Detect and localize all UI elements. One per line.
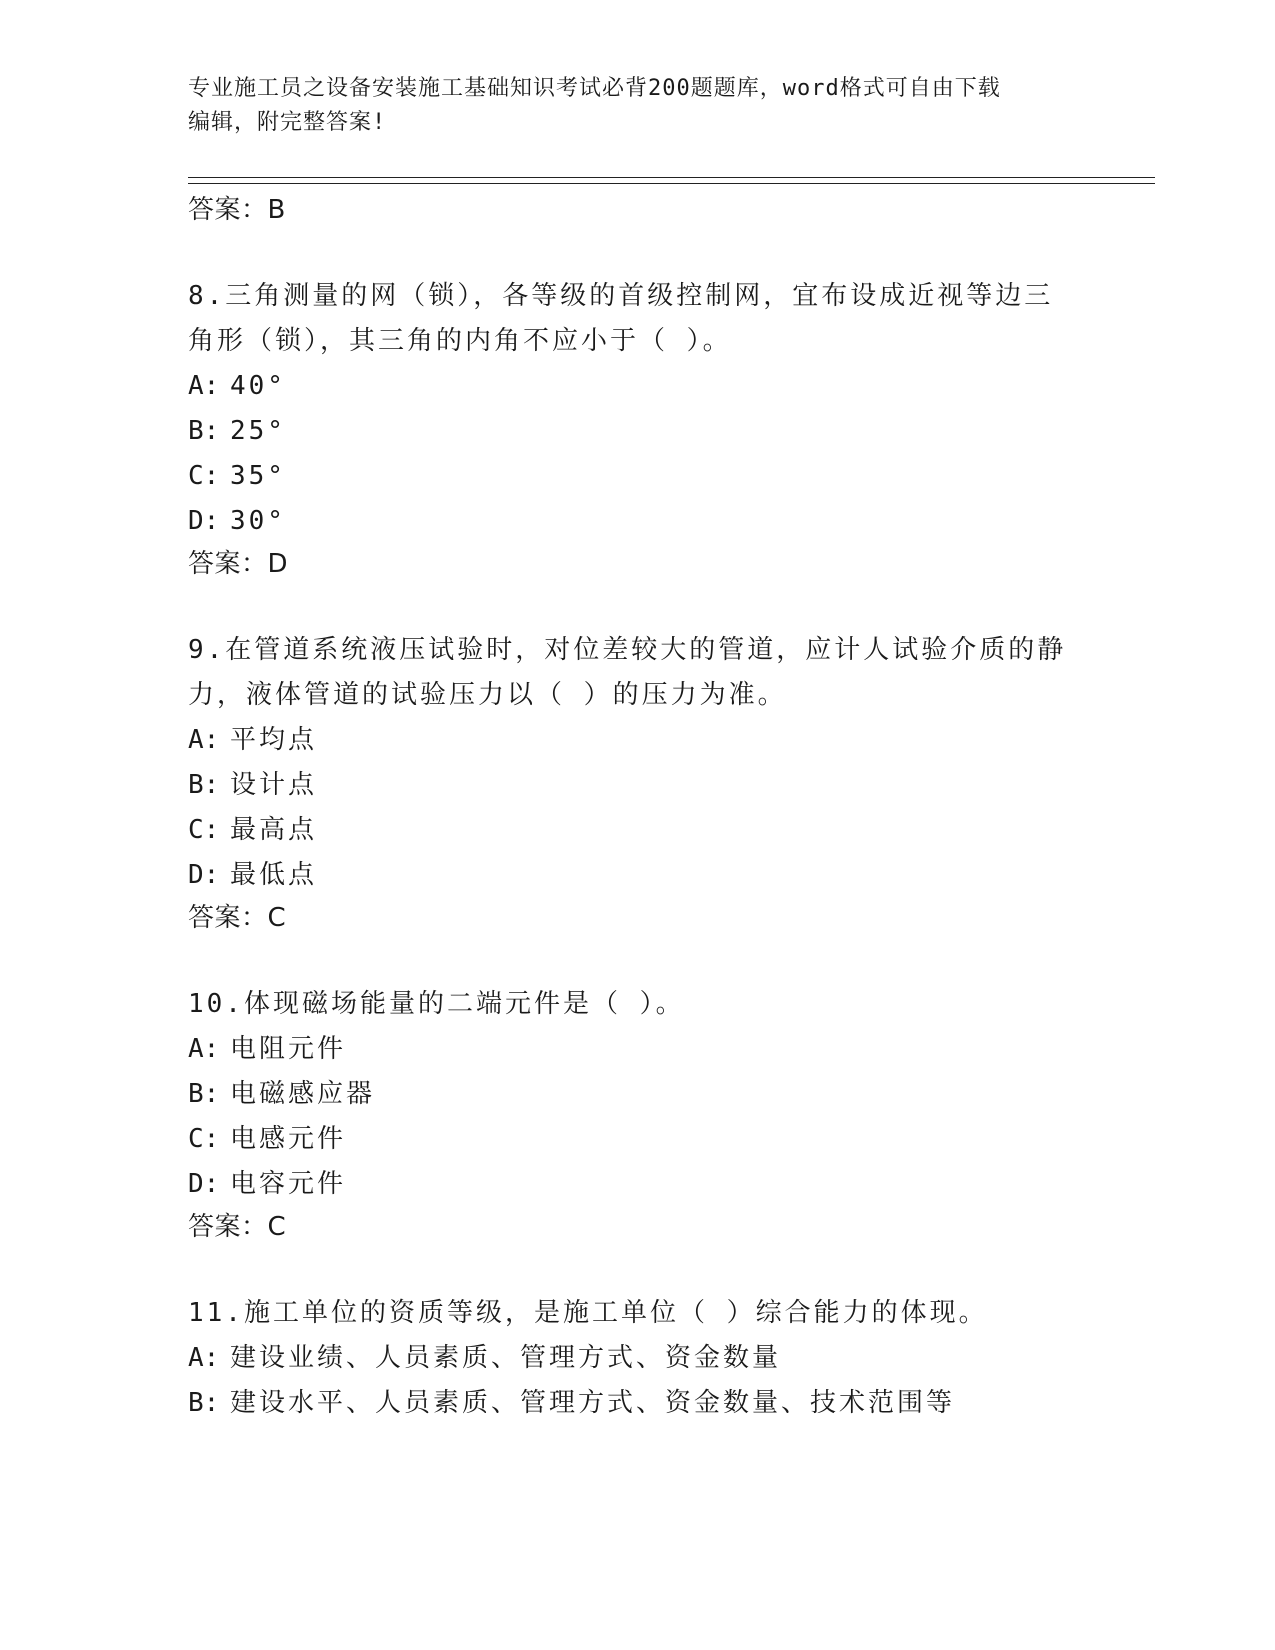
option-letter: B: <box>188 770 220 800</box>
option-9-a <box>188 718 1148 763</box>
option-text: 25° <box>230 416 286 446</box>
question-stem-11: 11.施工单位的资质等级，是施工单位（ ）综合能力的体现。 <box>188 1298 988 1328</box>
answer-q8: 答案：D <box>188 549 289 579</box>
option-letter: A: <box>188 1034 220 1064</box>
option-9-b <box>188 763 1148 808</box>
question-list <box>188 190 1148 1426</box>
question-block-10 <box>188 982 1148 1247</box>
option-8-b <box>188 409 1148 454</box>
option-8-c <box>188 454 1148 499</box>
document-header <box>188 72 1088 140</box>
option-text: 35° <box>230 461 286 491</box>
option-8-d <box>188 499 1148 544</box>
question-block-9 <box>188 628 1148 938</box>
header-rule-top <box>188 177 1155 178</box>
question-stem-9: 9.在管道系统液压试验时，对位差较大的管道，应计人试验介质的静力，液体管道的试验压力以（ ）的压力为准。 <box>188 635 1067 710</box>
option-text: 最高点 <box>230 815 318 845</box>
option-text: 设计点 <box>230 770 318 800</box>
option-letter: A: <box>188 1343 220 1373</box>
option-text: 平均点 <box>230 725 318 755</box>
option-letter: D: <box>188 506 220 536</box>
option-text: 电磁感应器 <box>230 1079 376 1109</box>
option-10-d <box>188 1162 1148 1207</box>
option-9-d <box>188 853 1148 898</box>
answer-q7: 答案：B <box>188 195 286 225</box>
header-title-line-1: 专业施工员之设备安装施工基础知识考试必背200题题库，word格式可自由下载 <box>188 76 1001 101</box>
option-9-c <box>188 808 1148 853</box>
question-block-8 <box>188 274 1148 584</box>
option-11-a <box>188 1336 1148 1381</box>
option-letter: C: <box>188 461 220 491</box>
header-rule-bottom <box>188 183 1155 184</box>
question-stem-10: 10.体现磁场能量的二端元件是（ ）。 <box>188 989 685 1019</box>
option-11-b <box>188 1381 1148 1426</box>
option-letter: B: <box>188 1388 220 1418</box>
option-letter: A: <box>188 371 220 401</box>
question-block-11 <box>188 1291 1148 1426</box>
option-letter: D: <box>188 860 220 890</box>
option-text: 30° <box>230 506 286 536</box>
option-letter: C: <box>188 1124 220 1154</box>
option-letter: B: <box>188 1079 220 1109</box>
option-10-a <box>188 1027 1148 1072</box>
option-text: 最低点 <box>230 860 318 890</box>
answer-q9: 答案：C <box>188 903 287 933</box>
option-letter: C: <box>188 815 220 845</box>
option-text: 建设水平、人员素质、管理方式、资金数量、技术范围等 <box>230 1388 956 1418</box>
option-text: 建设业绩、人员素质、管理方式、资金数量 <box>230 1343 782 1373</box>
option-text: 电阻元件 <box>230 1034 347 1064</box>
option-10-b <box>188 1072 1148 1117</box>
option-text: 电感元件 <box>230 1124 347 1154</box>
question-stem-8: 8.三角测量的网（锁），各等级的首级控制网，宜布设成近视等边三角形（锁），其三角的内角不应小于（ ）。 <box>188 281 1054 356</box>
option-text: 电容元件 <box>230 1169 347 1199</box>
option-8-a <box>188 364 1148 409</box>
header-title-line-2: 编辑，附完整答案! <box>188 110 387 135</box>
option-letter: A: <box>188 725 220 755</box>
option-letter: B: <box>188 416 220 446</box>
option-10-c <box>188 1117 1148 1162</box>
option-letter: D: <box>188 1169 220 1199</box>
answer-q10: 答案：C <box>188 1212 287 1242</box>
option-text: 40° <box>230 371 286 401</box>
